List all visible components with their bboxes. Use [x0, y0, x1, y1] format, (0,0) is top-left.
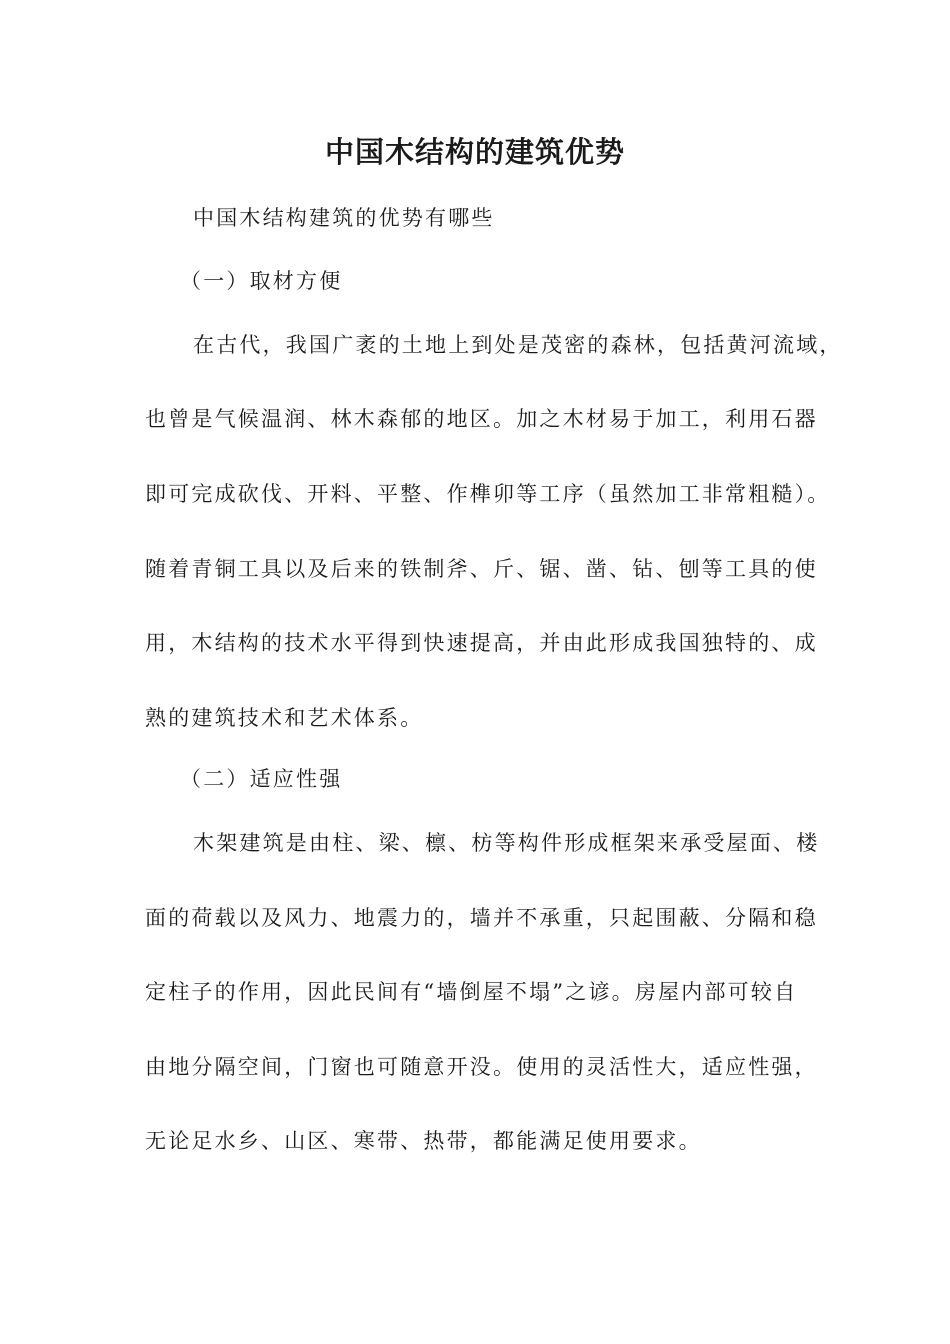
- section-heading-1: （一）取材方便: [180, 269, 343, 293]
- paragraph-1-line-2: 也曾是气候温润、林木森郁的地区。加之木材易于加工，利用石器: [145, 407, 818, 431]
- paragraph-1-line-3: 即可完成砍伐、开料、平整、作榫卯等工序（虽然加工非常粗糙）。: [145, 482, 831, 506]
- paragraph-1-line-4: 随着青铜工具以及后来的铁制斧、斤、锯、凿、钻、刨等工具的使: [145, 557, 818, 581]
- page-title: 中国木结构的建筑优势: [324, 135, 625, 169]
- paragraph-2-line-4: 由地分隔空间，门窗也可随意开没。使用的灵活性大，适应性强，: [145, 1055, 818, 1079]
- paragraph-1-line-5: 用，木结构的技术水平得到快速提高，并由此形成我国独特的、成: [145, 631, 818, 655]
- intro-line: 中国木结构建筑的优势有哪些: [193, 206, 495, 230]
- paragraph-2-line-3: 定柱子的作用，因此民间有“墙倒屋不塌”之谚。房屋内部可较自: [145, 980, 798, 1004]
- section-heading-2: （二）适应性强: [180, 767, 343, 791]
- paragraph-2-line-2: 面的荷载以及风力、地震力的，墙并不承重，只起围蔽、分隔和稳: [145, 906, 818, 930]
- paragraph-2-line-1: 木架建筑是由柱、梁、檩、枋等构件形成框架来承受屋面、楼: [193, 831, 820, 855]
- paragraph-2-line-5: 无论足水乡、山区、寒带、热带，都能满足使用要求。: [145, 1129, 702, 1153]
- paragraph-1-line-1: 在古代，我国广袤的土地上到处是茂密的森林，包括黄河流域，: [193, 333, 843, 357]
- paragraph-1-line-6: 熟的建筑技术和艺术体系。: [145, 706, 424, 730]
